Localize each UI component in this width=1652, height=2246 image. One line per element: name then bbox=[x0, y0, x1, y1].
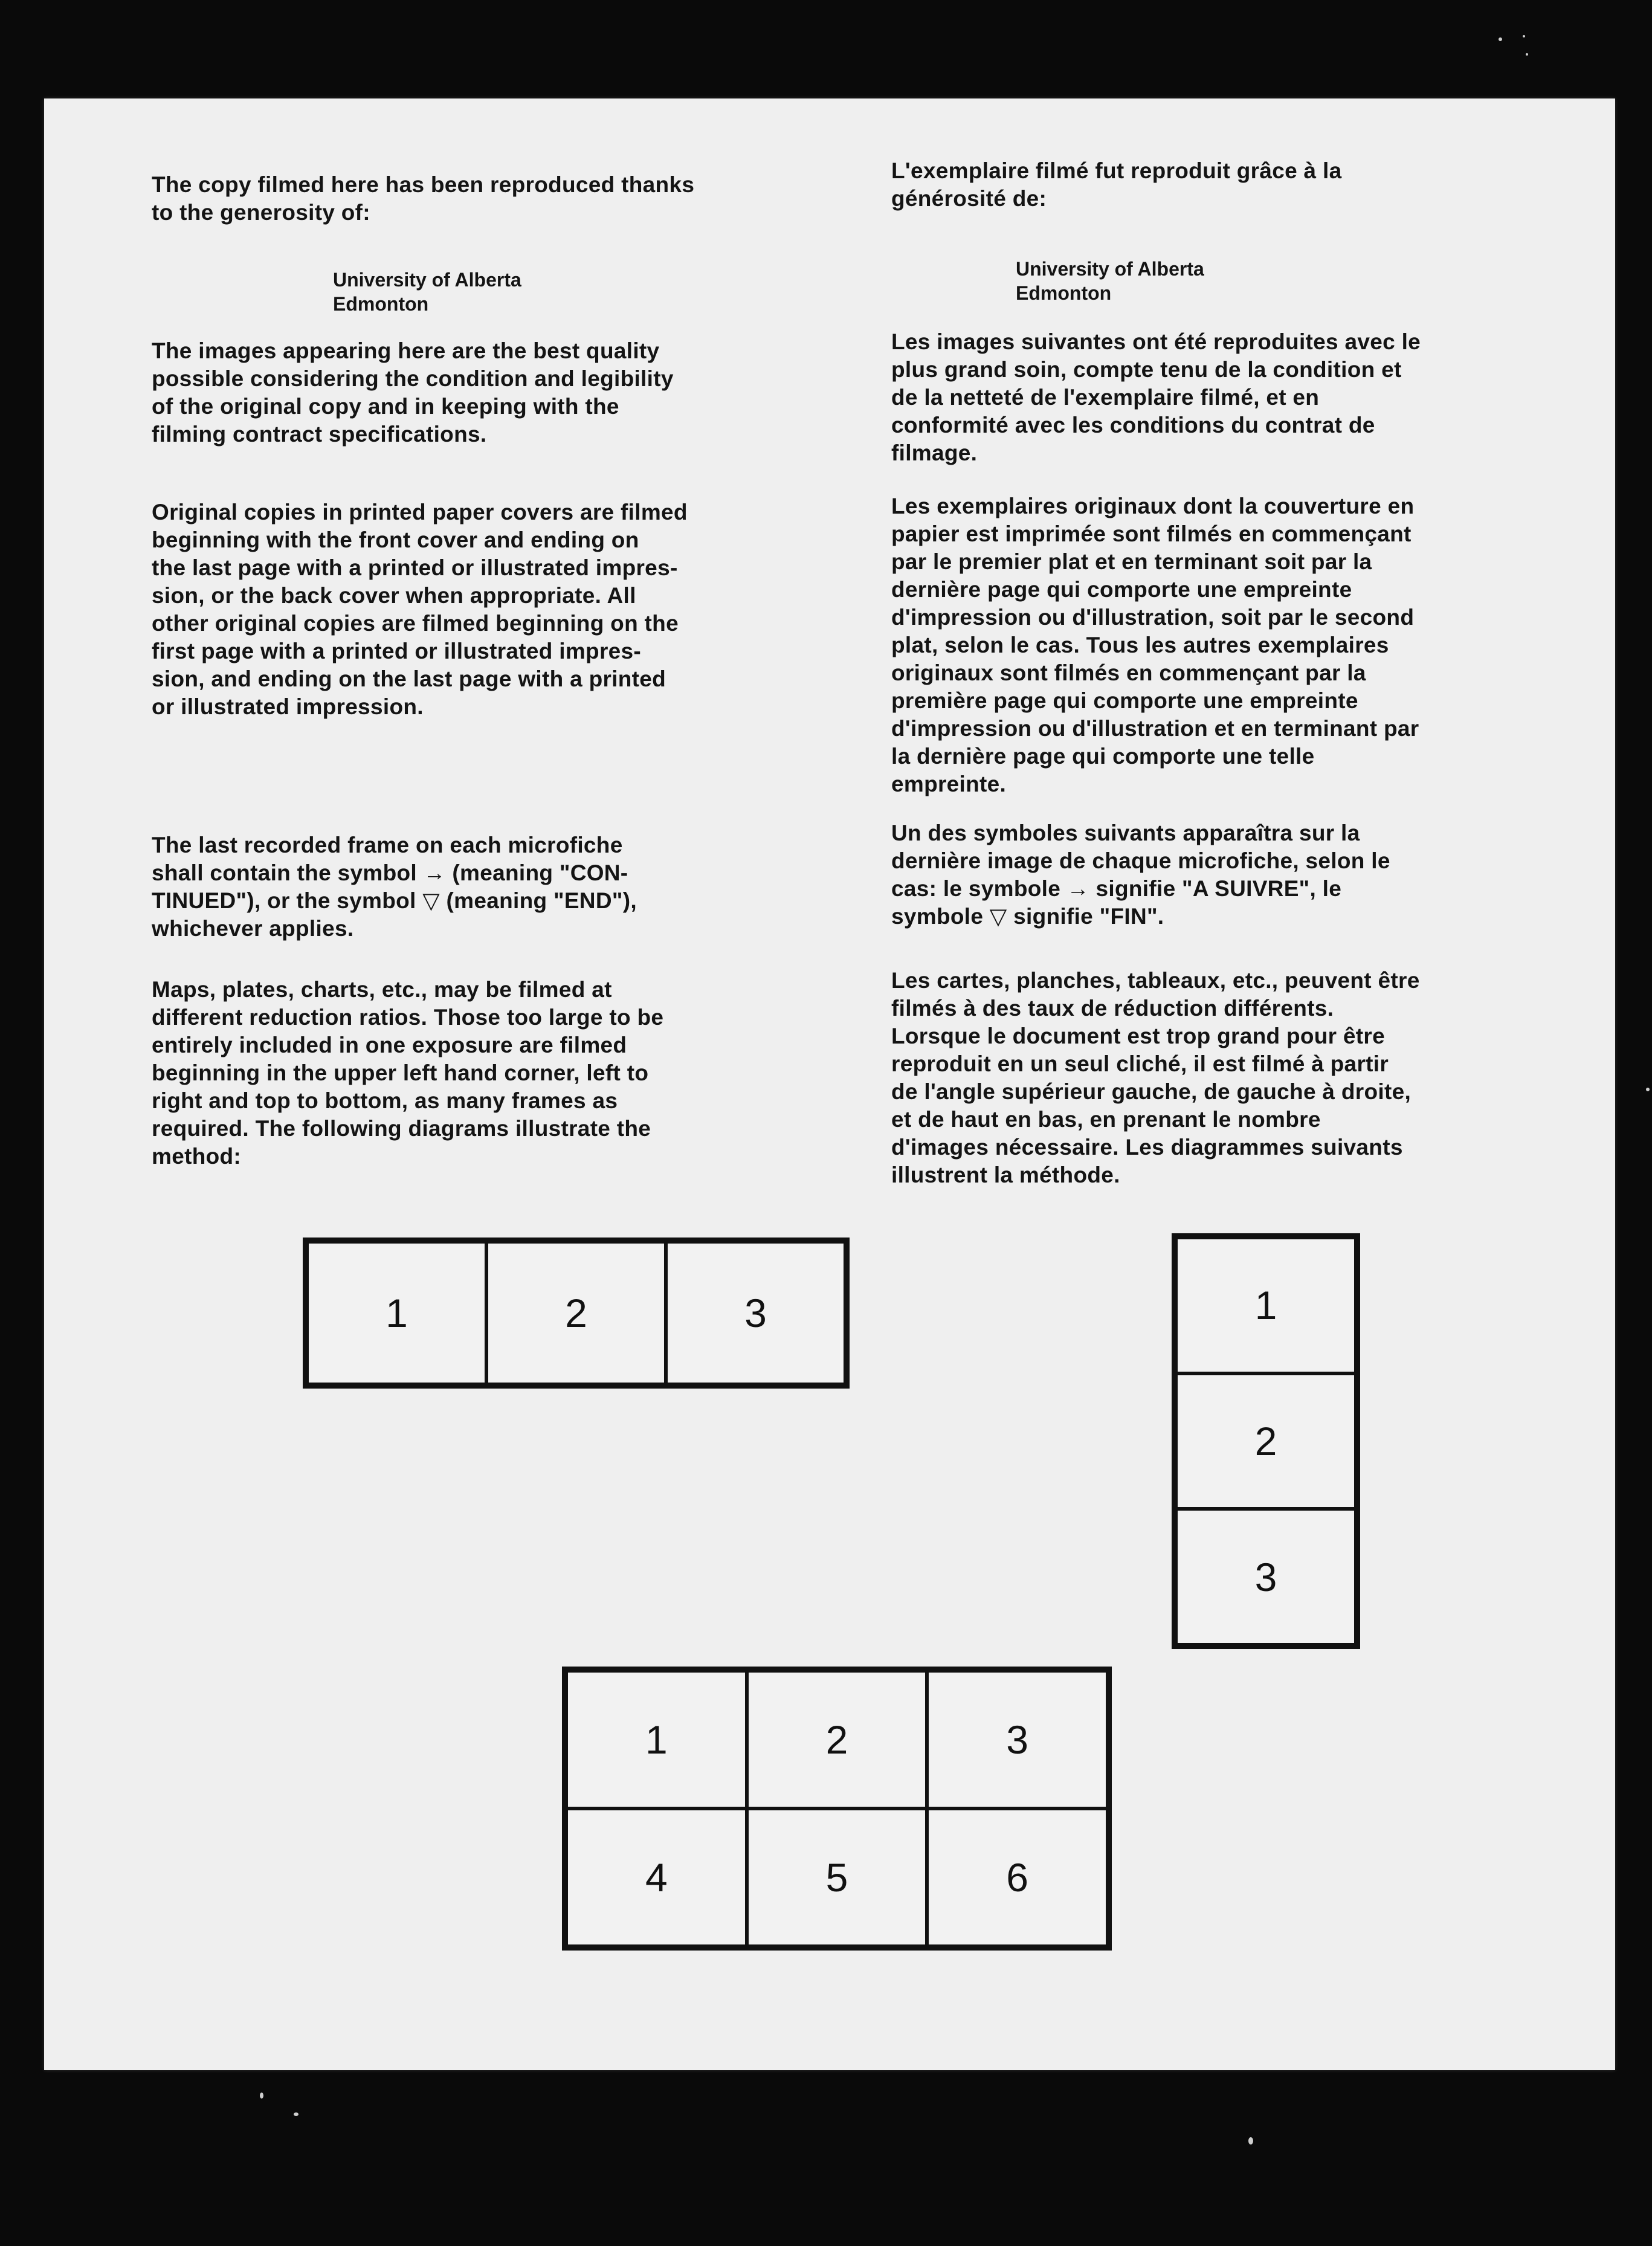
institution-en: University of Alberta Edmonton bbox=[333, 269, 521, 315]
quality-en: The images appearing here are the best quality possible considering the condition and legibility of the original copy and in keeping with the filming contract specifications. bbox=[152, 338, 674, 447]
film-speck bbox=[1526, 53, 1528, 56]
quality-fr: Les images suivantes ont été reproduites avec le plus grand soin, compte tenu de la condition et de la netteté de l'exemplaire filmé, et en conformité avec les conditions du contrat de filmage. bbox=[891, 329, 1421, 465]
frame-cell: 4 bbox=[566, 1809, 747, 1946]
frame-cell: 2 bbox=[747, 1671, 928, 1809]
maps-fr: Les cartes, planches, tableaux, etc., peuvent être filmés à des taux de réduction différents. Lorsque le document est trop grand pour être reproduit en un seul cliché, il est filmé à partir de l'angle supérieur gauche, de gauche à droite, et de haut en bas, en prenant le nombre d'images nécessaire. Les diagrammes suivants illustrent la méthode. bbox=[891, 968, 1420, 1187]
originals-fr: Les exemplaires originaux dont la couverture en papier est imprimée sont filmés en commençant par le premier plat et en terminant soit par la dernière page qui comporte une empreinte d'impression ou d'illustration, soit par le second plat, selon le cas. Tous les autres exemplaires originaux sont filmés en commençant par la première page qui comporte une empreinte d'impression ou d'illustration et en terminant par la dernière page qui comporte une telle empreinte. bbox=[891, 494, 1419, 796]
frame-cell: 2 bbox=[486, 1242, 666, 1384]
film-speck bbox=[1523, 35, 1525, 37]
thanks-en: The copy filmed here has been reproduced thanks to the generosity of: bbox=[152, 172, 695, 225]
frame-cell: 3 bbox=[1176, 1509, 1356, 1645]
frame-cell: 5 bbox=[747, 1809, 928, 1946]
frame-cell: 1 bbox=[566, 1671, 747, 1809]
frame-cell: 1 bbox=[307, 1242, 486, 1384]
microfiche-page bbox=[44, 98, 1615, 2070]
symbols-fr: Un des symboles suivants apparaîtra sur la dernière image de chaque microfiche, selon le cas: le symbole → signifie "A SUIVRE", le symbole ▽ signifie "FIN". bbox=[891, 821, 1390, 929]
film-speck bbox=[1646, 1088, 1650, 1091]
frame-cell: 6 bbox=[927, 1809, 1108, 1946]
maps-en: Maps, plates, charts, etc., may be filmed at different reduction ratios. Those too large to be entirely included in one exposure are filmed beginning in the upper left hand corner, left to right and top to bottom, as many frames as required. The following diagrams illustrate the method: bbox=[152, 977, 664, 1169]
institution-fr: University of Alberta Edmonton bbox=[1016, 258, 1204, 304]
film-speck bbox=[260, 2093, 263, 2099]
frame-cell: 1 bbox=[1176, 1238, 1356, 1373]
diagram-horizontal-three bbox=[303, 1238, 850, 1389]
originals-en: Original copies in printed paper covers are filmed beginning with the front cover and ending on the last page with a printed or illustrated impres- sion, or the back cover when appropriate. All other original copies are filmed beginning on the first page with a printed or illustrated impres- sion, and ending on the last page with a printed or illustrated impression. bbox=[152, 500, 688, 719]
diagram-grid-six bbox=[562, 1667, 1112, 1951]
film-speck bbox=[294, 2112, 298, 2116]
symbols-en: The last recorded frame on each microfiche shall contain the symbol → (meaning "CON- TINUED"), or the symbol ▽ (meaning "END"), whichever applies. bbox=[152, 833, 637, 941]
film-speck bbox=[1499, 37, 1502, 41]
diagram-vertical-three bbox=[1172, 1233, 1360, 1649]
frame-cell: 3 bbox=[666, 1242, 845, 1384]
film-speck bbox=[1248, 2137, 1253, 2144]
thanks-fr: L'exemplaire filmé fut reproduit grâce à la générosité de: bbox=[891, 158, 1342, 211]
frame-cell: 3 bbox=[927, 1671, 1108, 1809]
frame-cell: 2 bbox=[1176, 1373, 1356, 1509]
